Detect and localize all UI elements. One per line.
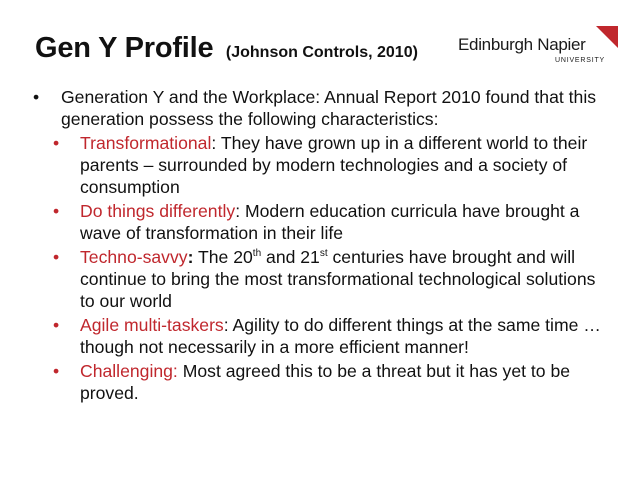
item-text: Most agreed this to be a threat but it has yet to be proved. [80,361,571,403]
item-text: : Agility to do different things at the same time … though not necessarily in a more efficient manner! [80,315,601,357]
intro-bullet [0,86,638,130]
logo-name: Edinburgh Napier [458,35,586,54]
item-text: : Modern education curricula have brought a wave of transformation in their life [80,201,580,243]
bullet-icon: • [33,87,40,107]
intro-text: Generation Y and the Workplace: Annual Report 2010 found that this generation possess the following characteristics: [61,87,597,129]
title-main: Gen Y Profile [35,32,214,64]
item-text: and 21 [261,247,320,267]
list-item [0,132,638,198]
slide-body [0,86,638,404]
bullet-icon: • [53,361,60,381]
superscript: th [252,248,262,259]
bullet-icon: • [53,133,60,153]
bullet-icon: • [53,201,60,221]
item-term: Agile multi-taskers [80,315,224,335]
list-item [0,314,638,358]
logo-mark-icon [596,26,618,48]
list-item [0,200,638,244]
item-term: Do things differently [80,201,236,221]
bullet-icon: • [53,315,60,335]
list-item [0,360,638,404]
item-term: Transformational [80,133,212,153]
title-source: (Johnson Controls, 2010) [225,44,418,61]
logo-university: UNIVERSITY [555,57,606,64]
item-text: : They have grown up in a different world to their parents – surrounded by modern technologies and a society of consumption [80,133,588,197]
university-logo [458,26,618,76]
item-term: Challenging: [80,361,178,381]
slide-title [35,32,418,65]
item-term: Techno-savvy [80,247,188,267]
bullet-icon: • [53,247,60,267]
list-item [0,246,638,312]
item-text: The 20 [193,247,253,267]
item-text: centuries have brought and will continue to bring the most transformational technological solutions to our world [80,247,596,311]
item-colon: : [187,247,194,267]
superscript: st [319,248,328,259]
